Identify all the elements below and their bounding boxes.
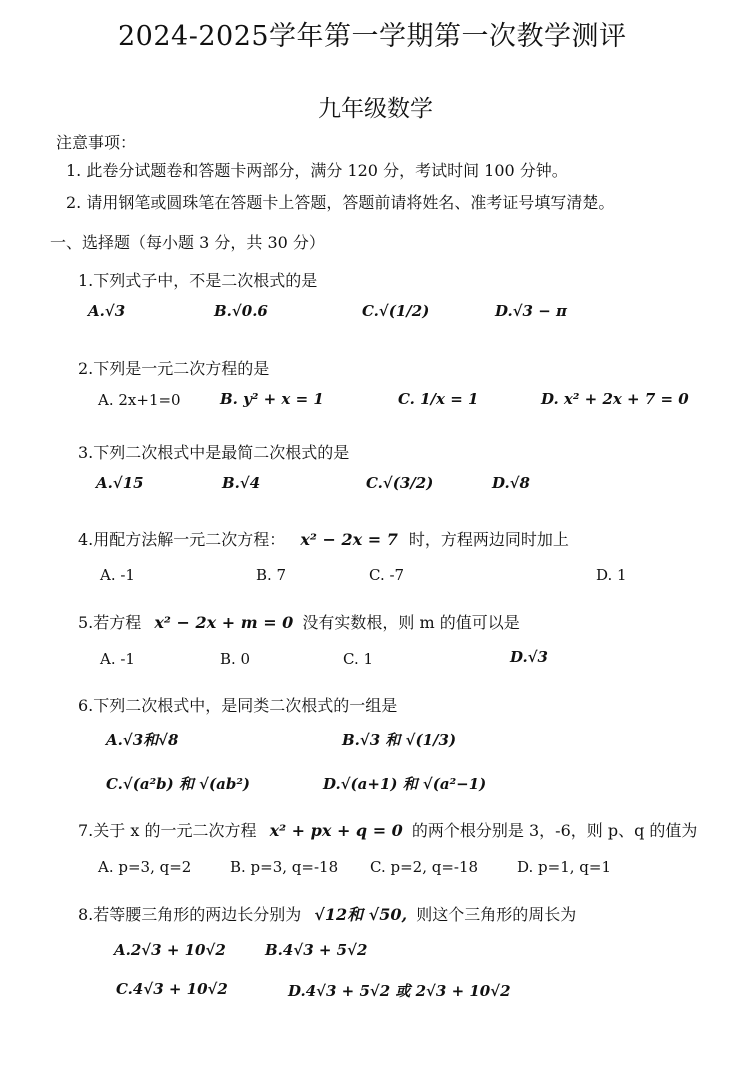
q7-stem	[78, 818, 697, 841]
q4-stem	[78, 527, 569, 550]
q5-option-d: D.√3	[510, 648, 548, 666]
q6-option-a: A.√3和√8	[106, 731, 179, 749]
q7-stem-math: x² + px + q = 0	[269, 821, 403, 840]
q4-option-a: A. -1	[100, 566, 135, 584]
q8-option-b: B.4√3 + 5√2	[265, 941, 368, 959]
q8-stem-pre: 8.若等腰三角形的两边长分别为	[78, 905, 302, 924]
q5-option-b: B. 0	[220, 650, 251, 668]
exam-subtitle: 九年级数学	[318, 96, 433, 122]
exam-title: 2024-2025学年第一学期第一次教学测评	[118, 21, 627, 52]
q4-stem-pre: 4.用配方法解一元二次方程：	[78, 530, 286, 549]
section-heading: 一、选择题（每小题 3 分，共 30 分）	[50, 233, 325, 252]
q6-option-d: D.√(a+1) 和 √(a²−1)	[323, 775, 487, 793]
q4-stem-math: x² − 2x = 7	[300, 530, 398, 549]
q7-option-a: A. p=3, q=2	[98, 858, 192, 876]
q8-stem-math: √12和 √50,	[314, 905, 408, 924]
q2-stem: 2.下列是一元二次方程的是	[78, 359, 270, 378]
q1-option-b: B.√0.6	[214, 302, 268, 320]
q7-stem-pre: 7.关于 x 的一元二次方程	[78, 821, 257, 840]
note-item-2: 2. 请用钢笔或圆珠笔在答题卡上答题，答题前请将姓名、准考证号填写清楚。	[66, 193, 615, 212]
q4-stem-post: 时，方程两边同时加上	[408, 530, 569, 549]
q1-option-a: A.√3	[88, 302, 126, 320]
q8-stem-post: 则这个三角形的周长为	[416, 905, 577, 924]
q1-stem: 1.下列式子中，不是二次根式的是	[78, 271, 318, 290]
q4-option-c: C. -7	[369, 566, 405, 584]
q4-option-d: D. 1	[596, 566, 627, 584]
q6-stem: 6.下列二次根式中，是同类二次根式的一组是	[78, 696, 398, 715]
q3-option-d: D.√8	[492, 474, 530, 492]
q8-option-d: D.4√3 + 5√2 或 2√3 + 10√2	[288, 982, 511, 1000]
q2-option-b: B. y² + x = 1	[220, 390, 324, 408]
note-item-1: 1. 此卷分试题卷和答题卡两部分，满分 120 分，考试时间 100 分钟。	[66, 161, 568, 180]
q2-option-d: D. x² + 2x + 7 = 0	[541, 390, 689, 408]
q5-stem	[78, 610, 520, 633]
q3-stem: 3.下列二次根式中是最简二次根式的是	[78, 443, 350, 462]
q7-option-c: C. p=2, q=-18	[370, 858, 479, 876]
q6-option-c: C.√(a²b) 和 √(ab²)	[106, 775, 251, 793]
q7-stem-post: 的两个根分别是 3，-6，则 p、q 的值为	[411, 821, 698, 840]
q8-stem	[78, 902, 576, 925]
q3-option-b: B.√4	[222, 474, 261, 492]
q3-option-c: C.√(3/2)	[366, 474, 434, 492]
q5-option-c: C. 1	[343, 650, 374, 668]
q1-option-d: D.√3 − π	[495, 302, 567, 320]
q3-option-a: A.√15	[96, 474, 144, 492]
q8-option-a: A.2√3 + 10√2	[114, 941, 226, 959]
q7-option-d: D. p=1, q=1	[517, 858, 611, 876]
q5-stem-math: x² − 2x + m = 0	[154, 613, 294, 632]
q5-stem-post: 没有实数根，则 m 的值可以是	[302, 613, 520, 632]
notes-heading: 注意事项：	[56, 133, 137, 152]
q1-option-c: C.√(1/2)	[362, 302, 430, 320]
q7-option-b: B. p=3, q=-18	[230, 858, 339, 876]
q2-option-a: A. 2x+1=0	[98, 391, 181, 409]
q4-option-b: B. 7	[256, 566, 287, 584]
q6-option-b: B.√3 和 √(1/3)	[342, 731, 457, 749]
q5-option-a: A. -1	[100, 650, 135, 668]
q5-stem-pre: 5.若方程	[78, 613, 142, 632]
q2-option-c: C. 1/x = 1	[398, 390, 479, 408]
q8-option-c: C.4√3 + 10√2	[116, 980, 228, 998]
